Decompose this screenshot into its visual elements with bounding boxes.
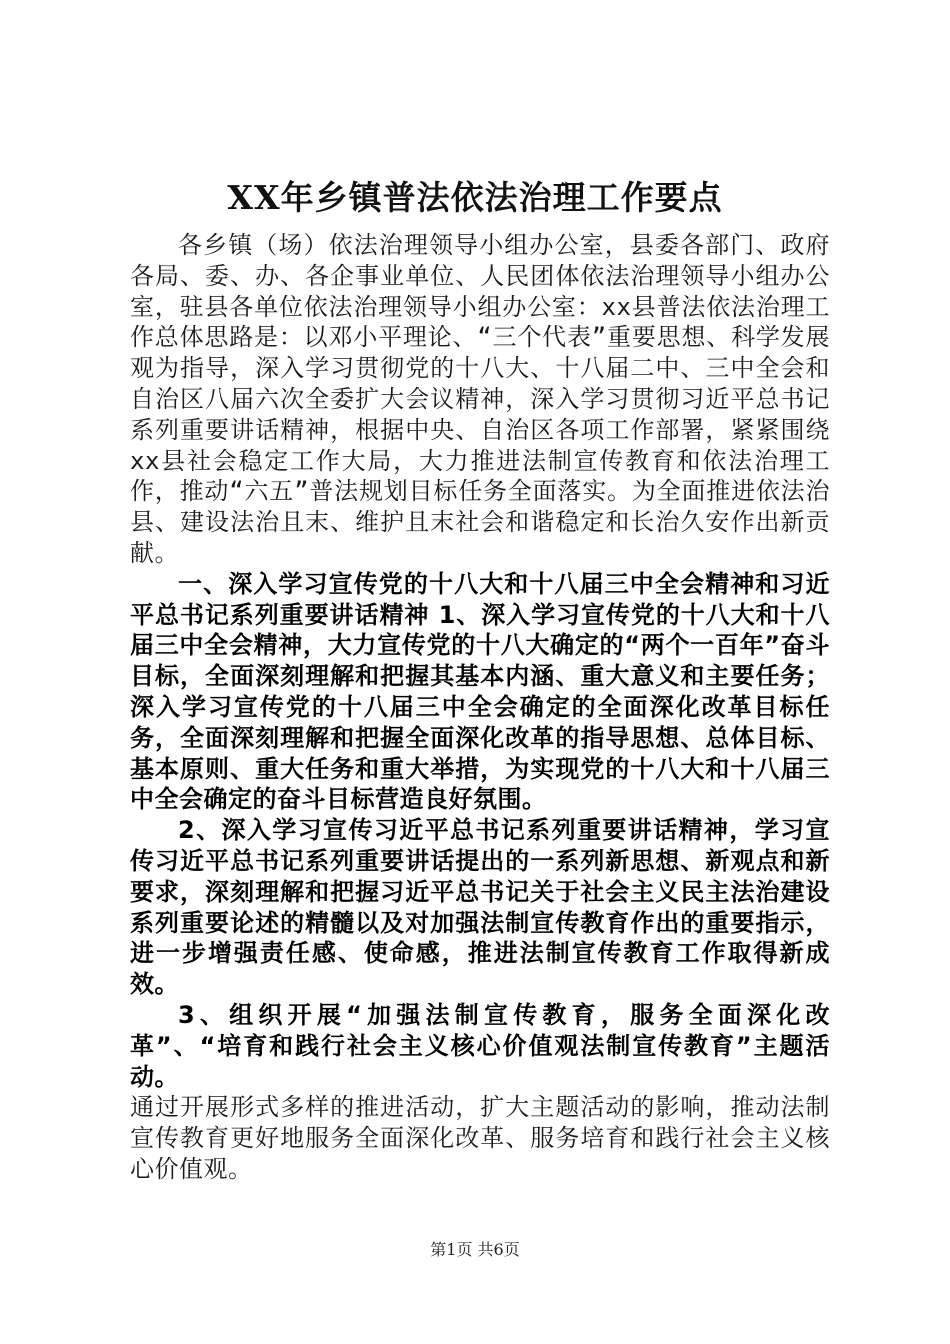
section-3-heading: 3、组织开展“加强法制宣传教育，服务全面深化改革”、“培育和践行社会主义核心价值观法制宣传教育”主题活动。 <box>130 1000 830 1091</box>
intro-paragraph: 各乡镇（场）依法治理领导小组办公室，县委各部门、政府各局、委、办、各企事业单位、人民团体依法治理领导小组办公室，驻县各单位依法治理领导小组办公室：xx县普法依法治理工作总体思路是：以邓小平理论、“三个代表”重要思想、科学发展观为指导，深入学习贯彻党的十八大、十八届二中、三中全会和自治区八届六次全委扩大会议精神，深入学习贯彻习近平总书记系列重要讲话精神，根据中央、自治区各项工作部署，紧紧围绕xx县社会稳定工作大局，大力推进法制宣传教育和依法治理工作，推动“六五”普法规划目标任务全面落实。为全面推进依法治县、建设法治且末、维护且末社会和谐稳定和长治久安作出新贡献。 <box>130 231 830 567</box>
document-body <box>130 230 830 1185</box>
section-2-paragraph: 2、深入学习宣传习近平总书记系列重要讲话精神，学习宣传习近平总书记系列重要讲话提出的一系列新思想、新观点和新要求，深刻理解和把握习近平总书记关于社会主义民主法治建设系列重要论述的精髓以及对加强法制宣传教育作出的重要指示，进一步增强责任感、使命感，推进法制宣传教育工作取得新成效。 <box>130 816 830 999</box>
page-number-footer: 第1页 共6页 <box>430 1240 520 1259</box>
section-3-paragraph <box>130 1000 830 1185</box>
document-title: XX年乡镇普法依法治理工作要点 <box>227 178 723 217</box>
section-3-body: 通过开展形式多样的推进活动，扩大主题活动的影响，推动法制宣传教育更好地服务全面深化改革、服务培育和践行社会主义核心价值观。 <box>130 1093 830 1183</box>
section-1-paragraph: 一、深入学习宣传党的十八大和十八届三中全会精神和习近平总书记系列重要讲话精神 1、深入学习宣传党的十八大和十八届三中全会精神，大力宣传党的十八大确定的“两个一百年”奋斗目标，全面深刻理解和把握其基本内涵、重大意义和主要任务；深入学习宣传党的十八届三中全会确定的全面深化改革目标任务，全面深刻理解和把握全面深化改革的指导思想、总体目标、基本原则、重大任务和重大举措，为实现党的十八大和十八届三中全会确定的奋斗目标营造良好氛围。 <box>130 569 830 814</box>
